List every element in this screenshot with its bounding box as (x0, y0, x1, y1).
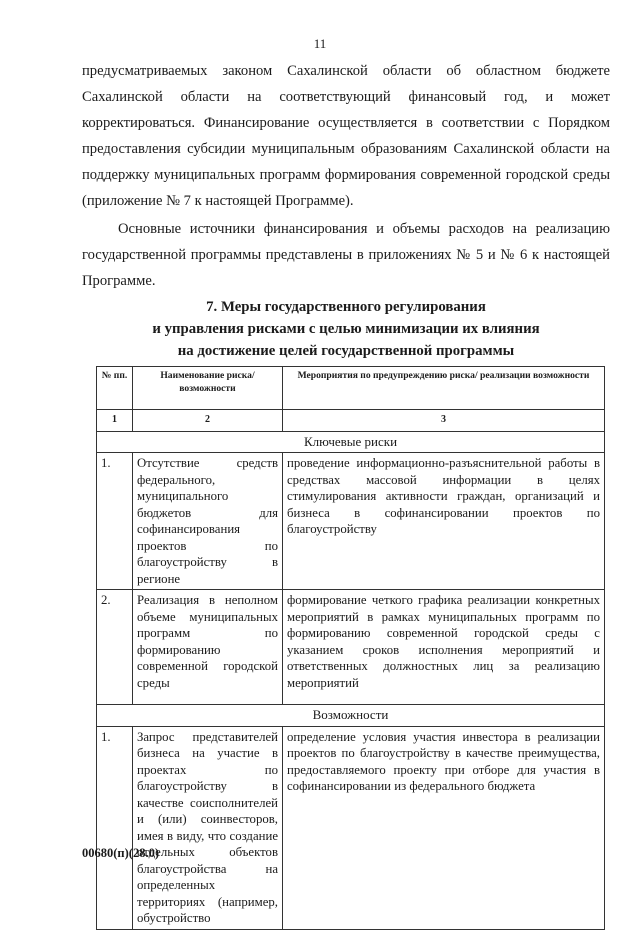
risk-measure: проведение информационно-разъяснительной работы в средствах массовой информации в целях стимулирования активности граждан, организаций и бизнеса в софинансировании проектов по благоустройству (283, 453, 605, 590)
risk-measure: формирование четкого графика реализации конкретных мероприятий в рамках муниципальных программ по формированию современной городской среды с указанием сроков исполнения мероприятий и ответственных должностных лиц за реализацию мероприятий (283, 590, 605, 705)
opportunity-name: Запрос представителей бизнеса на участие в проектах по благоустройству в качестве соисполнителей и (или) соинвесторов, имея в виду, что создание отдельных объектов благоустройства на определенных территориях (например, обустройство (133, 726, 283, 929)
section-title (82, 296, 610, 362)
row-number: 1. (97, 453, 133, 590)
risk-name: Отсутствие средств федерального, муниципального бюджетов для софинансирования проектов по благоустройству в регионе (133, 453, 283, 590)
section-title-line: 7. Меры государственного регулирования (206, 299, 486, 315)
section-title-line: на достижение целей государственной программы (177, 343, 515, 359)
column-number: 3 (283, 410, 605, 432)
row-number: 2. (97, 590, 133, 705)
header-cell-number: № пп. (97, 367, 133, 410)
column-number: 2 (133, 410, 283, 432)
footer-code: 00680(п)(28.0) (82, 846, 159, 860)
paragraph: предусматриваемых законом Сахалинской области об областном бюджете Сахалинской области на соответствующий финансовый год, и может корректироваться. Финансирование осуществляется в соответствии с Порядком предоставления субсидии муниципальным образованиям Сахалинской области на поддержку муниципальных программ формирования современной городской среды (приложение № 7 к настоящей Программе). (82, 63, 610, 209)
page-number: 11 (313, 36, 327, 51)
risk-name: Реализация в неполном объеме муниципальных программ по формированию современной городской среды (133, 590, 283, 705)
opportunity-measure: определение условия участия инвестора в реализации проектов по благоустройству в качестве преимущества, предоставляемого проекту при отборе для участия в софинансировании из федерального бюджета (283, 726, 605, 929)
table-row (97, 590, 605, 705)
column-number-row (97, 410, 605, 432)
section-label: Ключевые риски (97, 431, 605, 453)
table-header-row (97, 367, 605, 410)
table-row (97, 726, 605, 929)
body-text (82, 58, 610, 294)
column-number: 1 (97, 410, 133, 432)
section-row-opportunities (97, 705, 605, 727)
paragraph: Основные источники финансирования и объемы расходов на реализацию государственной программы представлены в приложениях № 5 и № 6 к настоящей Программе. (82, 221, 610, 289)
header-cell-risk-name: Наименование риска/ возможности (133, 367, 283, 410)
row-number: 1. (97, 726, 133, 929)
table-row (97, 453, 605, 590)
risk-table (96, 366, 605, 930)
header-cell-measures: Мероприятия по предупреждению риска/ реализации возможности (283, 367, 605, 410)
section-row-risks (97, 431, 605, 453)
section-title-line: и управления рисками с целью минимизации их влияния (152, 321, 540, 337)
section-label: Возможности (97, 705, 605, 727)
